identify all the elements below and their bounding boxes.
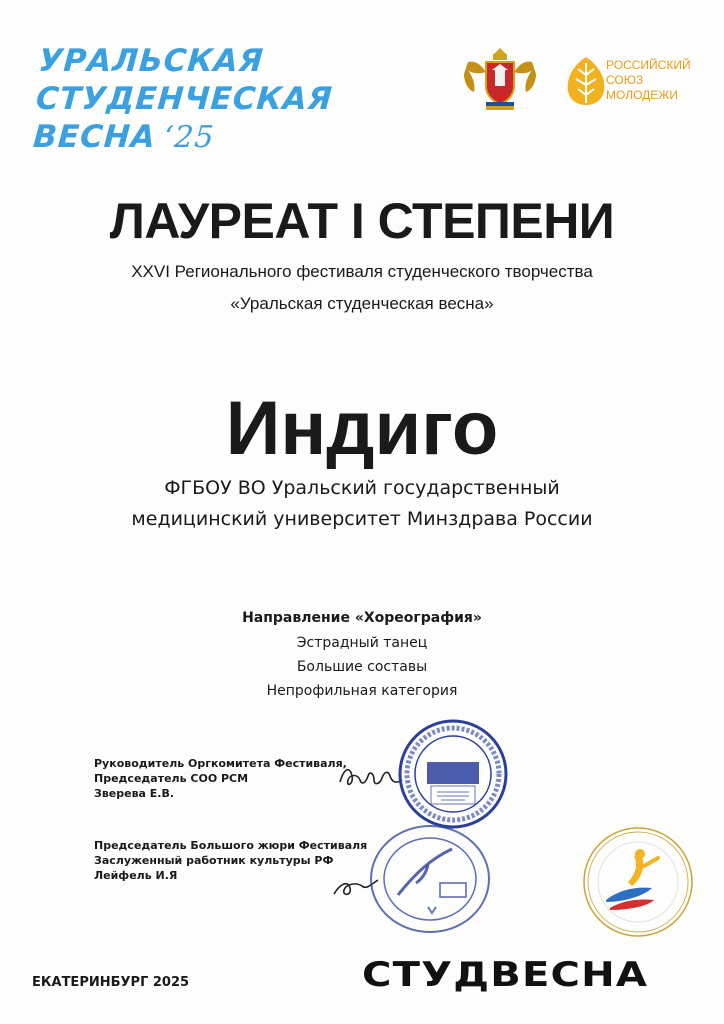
organization-line-2: медицинский университет Минздрава России <box>131 508 593 530</box>
rsm-text-line-1: РОССИЙСКИЙ <box>606 58 691 72</box>
signatory-2-line-2: Заслуженный работник культуры РФ <box>94 854 334 867</box>
rsm-logo-text <box>606 58 691 103</box>
rsm-text-line-3: МОЛОДЕЖИ <box>606 88 678 102</box>
signatory-1-line-2: Председатель СОО РСМ <box>94 772 249 785</box>
rsm-stamp <box>397 718 509 830</box>
coat-of-arms-icon <box>456 44 544 114</box>
award-subtitle-line-1: XXVI Регионального фестиваля студенческого творчества <box>131 262 593 281</box>
signatory-2-line-1: Председатель Большого жюри Фестиваля <box>94 839 368 852</box>
festival-emblem-icon <box>582 826 694 938</box>
signatory-2-line-3: Лейфель И.Я <box>94 869 178 882</box>
festival-logo-line-1: УРАЛЬСКАЯ <box>37 43 265 79</box>
city-year: ЕКАТЕРИНБУРГ 2025 <box>32 975 190 990</box>
category-label: Непрофильная категория <box>266 683 458 699</box>
organization-line-1: ФГБОУ ВО Уральский государственный <box>164 477 560 499</box>
festival-logo-line-3: ВЕСНА <box>32 119 158 155</box>
award-title: ЛАУРЕАТ I СТЕПЕНИ <box>109 193 615 249</box>
direction-label: Направление «Хореография» <box>242 610 482 626</box>
recipient-name: Индиго <box>225 386 499 471</box>
festival-logo-line-2: СТУДЕНЧЕСКАЯ <box>34 81 335 117</box>
size-label: Большие составы <box>296 659 428 675</box>
signatory-1 <box>94 756 347 801</box>
festival-logo <box>32 42 337 157</box>
signatory-1-line-1: Руководитель Оргкомитета Фестиваля, <box>94 757 347 770</box>
signatory-1-line-3: Зверева Е.В. <box>94 787 175 800</box>
award-subtitle-line-2: «Уральская студенческая весна» <box>230 294 494 313</box>
signatory-2 <box>94 838 367 883</box>
usv-stamp <box>368 823 492 935</box>
studvesna-logo: СТУДВЕСНА <box>362 955 649 995</box>
rsm-text-line-2: СОЮЗ <box>606 73 644 87</box>
festival-logo-year: ‘25 <box>162 120 216 155</box>
genre-label: Эстрадный танец <box>296 635 428 651</box>
